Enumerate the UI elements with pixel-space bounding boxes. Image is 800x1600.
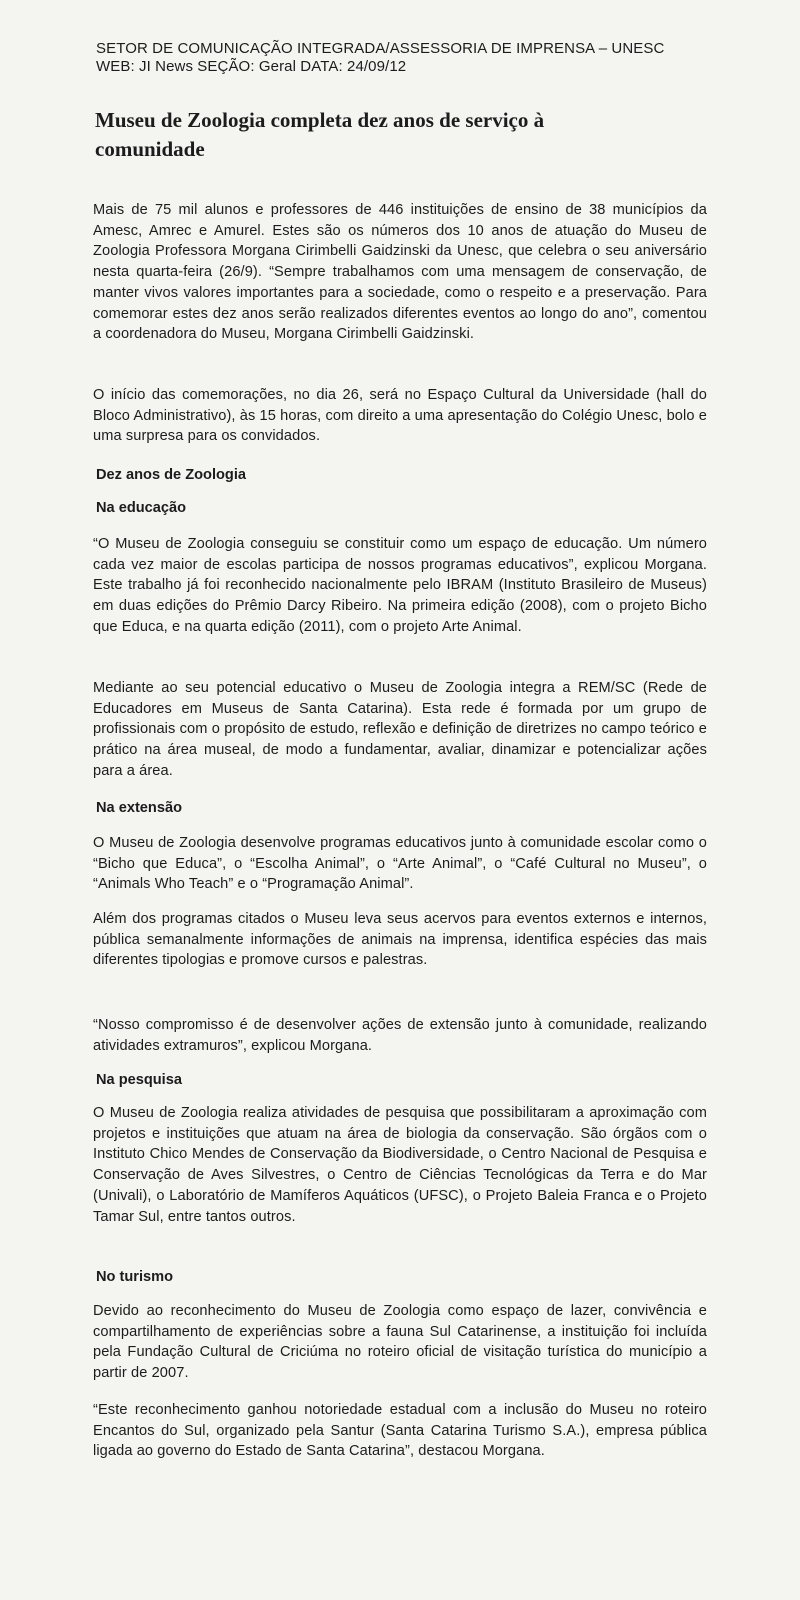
paragraph-education-1: “O Museu de Zoologia conseguiu se constituir como um espaço de educação. Um número cada vez maior de escolas participa de nossos programas educativos”, explicou Morgana. Este trabalho já foi reconhecido nacionalmente pelo IBRAM (Instituto Brasileiro de Museus) em duas edições do Prêmio Darcy Ribeiro. Na primeira edição (2008), com o projeto Bicho que Educa, e na quarta edição (2011), com o projeto Arte Animal. — [93, 536, 707, 635]
section-heading-tourism: No turismo — [96, 1269, 174, 1285]
section-heading-extension: Na extensão — [96, 800, 182, 816]
paragraph-extension-1: O Museu de Zoologia desenvolve programas educativos junto à comunidade escolar como o “Bicho que Educa”, o “Escolha Animal”, o “Arte Animal”, o “Café Cultural no Museu”, o “Animals Who Teach” e o “Programação Animal”. — [93, 835, 707, 893]
paragraph-extension-3: “Nosso compromisso é de desenvolver ações de extensão junto à comunidade, realizando atividades extramuros”, explicou Morgana. — [93, 1017, 707, 1054]
paragraph-intro: Mais de 75 mil alunos e professores de 446 instituições de ensino de 38 municípios da Amesc, Amrec e Amurel. Estes são os números dos 10 anos de atuação do Museu de Zoologia Professora Morgana Cirimbelli Gaidzinski da Unesc, que celebra o seu aniversário nesta quarta-feira (26/9). “Sempre trabalhamos com uma mensagem de conservação, de manter vivos valores importantes para a sociedade, como o respeito e a preservação. Para comemorar estes dez anos serão realizados diferentes eventos ao longo do ano”, comentou a coordenadora do Museu, Morgana Cirimbelli Gaidzinski. — [93, 202, 707, 343]
paragraph-extension-2: Além dos programas citados o Museu leva seus acervos para eventos externos e internos, pública semanalmente informações de animais na imprensa, identifica espécies das mais diferentes tipologias e promove cursos e palestras. — [93, 911, 707, 969]
section-heading-education: Na educação — [96, 500, 187, 516]
header-department: SETOR DE COMUNICAÇÃO INTEGRADA/ASSESSORIA DE IMPRENSA – UNESC — [96, 40, 665, 57]
paragraph-tourism-1: Devido ao reconhecimento do Museu de Zoologia como espaço de lazer, convivência e compartilhamento de experiências sobre a fauna Sul Catarinense, a instituição foi incluída pela Fundação Cultural de Criciúma no roteiro oficial de visitação turística do município a partir de 2007. — [93, 1303, 707, 1382]
paragraph-education-2: Mediante ao seu potencial educativo o Museu de Zoologia integra a REM/SC (Rede de Educadores em Museus de Santa Catarina). Esta rede é formada por um grupo de profissionais com o propósito de estudo, reflexão e definição de diretrizes no campo teórico e prático na área museal, de modo a fundamentar, avaliar, dinamizar e potencializar ações para a área. — [93, 680, 707, 779]
section-heading-research: Na pesquisa — [96, 1072, 182, 1088]
article-title: Museu de Zoologia completa dez anos de serviço à comunidade — [95, 108, 545, 161]
header-source-info: WEB: JI News SEÇÃO: Geral DATA: 24/09/12 — [96, 58, 407, 75]
paragraph-tourism-2: “Este reconhecimento ganhou notoriedade estadual com a inclusão do Museu no roteiro Encantos do Sul, organizado pela Santur (Santa Catarina Turismo S.A.), empresa pública ligada ao governo do Estado de Santa Catarina”, destacou Morgana. — [93, 1402, 707, 1460]
paragraph-research: O Museu de Zoologia realiza atividades de pesquisa que possibilitaram a aproximação com projetos e instituições que atuam na área de biologia da conservação. São órgãos com o Instituto Chico Mendes de Conservação da Biodiversidade, o Centro Nacional de Pesquisa e Conservação de Aves Silvestres, o Centro de Ciências Tecnológicas da Terra e do Mar (Univali), o Laboratório de Mamíferos Aquáticos (UFSC), o Projeto Baleia Franca e o Projeto Tamar Sul, entre tantos outros. — [93, 1105, 707, 1225]
paragraph-celebration: O início das comemorações, no dia 26, será no Espaço Cultural da Universidade (hall do Bloco Administrativo), às 15 horas, com direito a uma apresentação do Colégio Unesc, bolo e uma surpresa para os convidados. — [93, 387, 707, 445]
section-heading-main: Dez anos de Zoologia — [96, 467, 247, 483]
